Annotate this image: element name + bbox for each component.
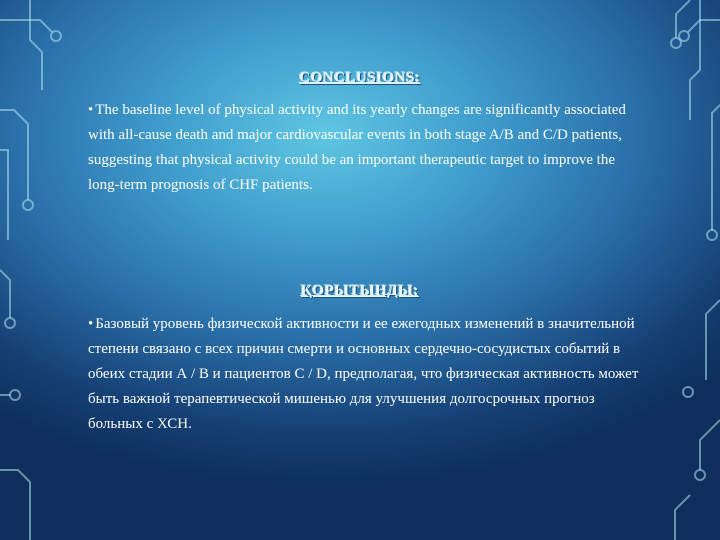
bullet-icon: • (88, 102, 94, 118)
conclusions-heading: CONCLUSIONS: (299, 70, 421, 86)
russian-paragraph (88, 312, 648, 437)
qorytyndy-heading: ҚОРЫТЫНДЫ: (301, 283, 419, 299)
conclusions-text: The baseline level of physical activity and its yearly changes are significantly associated with all-cause death and major cardiovascular events in both stage A/B and C/D patients, suggesting that physical activity could be an important therapeutic target to improve the long-term prognosis of CHF patients. (88, 102, 626, 193)
bullet-icon: • (88, 316, 94, 332)
russian-text: Базовый уровень физической активности и ее ежегодных изменений в значительной степени связано с всех причин смерти и основных сердечно-сосудистых событий в обеих стадии А / В и пациентов С / D, предполагая, что физическая активность может быть важной терапевтической мишенью для улучшения долгосрочных прогноз больных с ХСН. (88, 316, 639, 432)
conclusions-paragraph (88, 98, 648, 198)
